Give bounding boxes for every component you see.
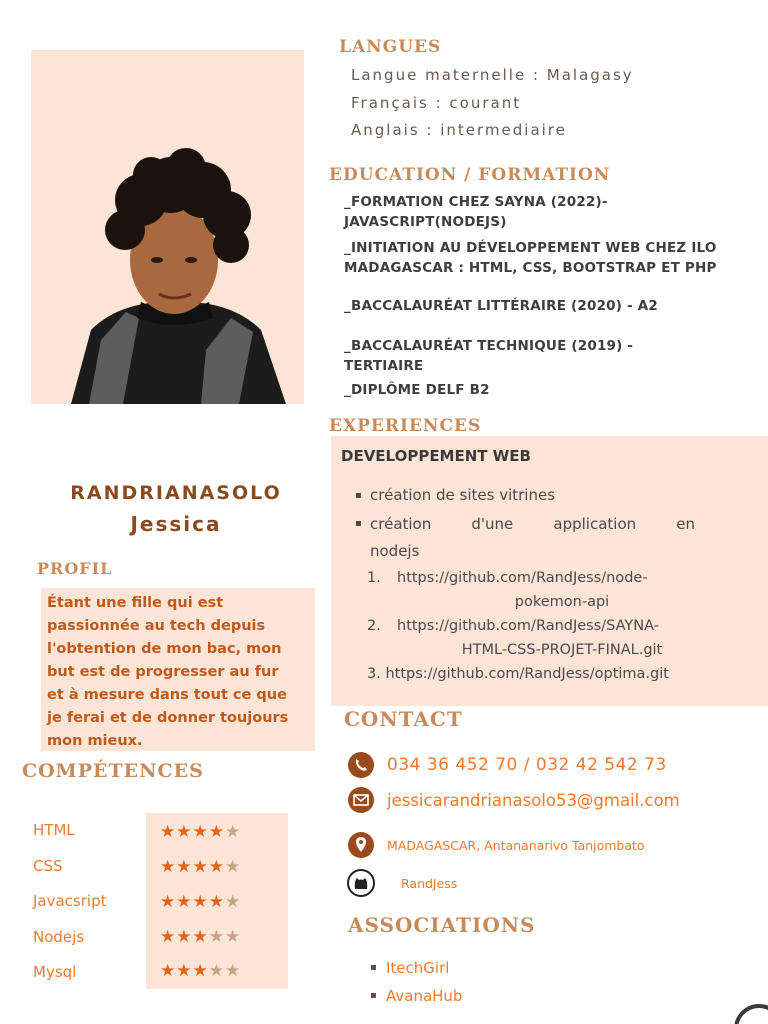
location-pin-icon [347,831,375,859]
star-rating [160,961,241,981]
mail-icon [347,786,375,814]
star-filled-icon: ★ [176,857,193,877]
experience-item-continued: nodejs [370,542,420,560]
education-item: _BACCALAURÉAT LITTÉRAIRE (2020) - A2 [344,298,658,314]
star-filled-icon: ★ [208,892,225,912]
education-item: JAVASCRIPT(NODEJS) [344,214,507,230]
profile-photo [31,50,304,404]
associations-heading: ASSOCIATIONS [348,913,536,937]
star-empty-icon: ★ [225,857,242,877]
star-filled-icon: ★ [160,927,177,947]
profil-text: Étant une fille qui est passionnée au tech depuis l'obtention de mon bac, mon but est de progresser au fur et à mesure dans tout ce que je ferai et de donner toujours mon mieux. [41,588,315,751]
project-link[interactable]: 2. https://github.com/RandJess/SAYNA- [367,618,659,634]
star-rating [160,892,241,912]
education-item: _BACCALAURÉAT TECHNIQUE (2019) - [344,338,634,354]
star-filled-icon: ★ [208,857,225,877]
star-filled-icon: ★ [192,857,209,877]
experience-item: ▪ création de sites vitrines [355,481,695,510]
star-filled-icon: ★ [160,961,177,981]
project-links [367,566,727,686]
phone-number[interactable]: 034 36 452 70 / 032 42 542 73 [387,755,667,775]
star-empty-icon: ★ [225,961,242,981]
skill-name: Mysql [33,963,77,981]
education-list [344,192,764,400]
association-item: ▪ AvanaHub [370,982,462,1010]
experience-list [355,481,695,564]
contact-phone [347,750,667,780]
education-heading: EDUCATION / FORMATION [329,165,611,185]
skills-list [33,818,106,996]
education-item: MADAGASCAR : HTML, CSS, BOOTSTRAP ET PHP [344,260,717,276]
github-icon [347,869,375,897]
education-item: _DIPLÔME DELF B2 [344,382,490,398]
star-filled-icon: ★ [176,822,193,842]
star-empty-icon: ★ [225,822,242,842]
contact-github [347,868,457,898]
langues-list [351,62,751,145]
star-filled-icon: ★ [192,927,209,947]
education-item: _INITIATION AU DÉVELOPPEMENT WEB CHEZ ILO [344,240,717,256]
experience-title: DEVELOPPEMENT WEB [341,447,531,465]
star-filled-icon: ★ [192,892,209,912]
star-filled-icon: ★ [176,961,193,981]
star-rating [160,857,241,877]
star-empty-icon: ★ [225,892,242,912]
star-filled-icon: ★ [208,822,225,842]
contact-email [347,785,680,815]
competences-heading: COMPÉTENCES [22,760,204,782]
langues-heading: LANGUES [339,37,442,57]
star-empty-icon: ★ [208,927,225,947]
project-link[interactable]: 1. https://github.com/RandJess/node- [367,570,648,586]
project-link[interactable]: 3. https://github.com/RandJess/optima.git [367,666,669,682]
email-address[interactable]: jessicarandrianasolo53@gmail.com [387,790,680,810]
star-filled-icon: ★ [192,822,209,842]
star-filled-icon: ★ [192,961,209,981]
star-filled-icon: ★ [176,892,193,912]
skill-ratings [146,813,288,989]
star-filled-icon: ★ [160,822,177,842]
last-name: RANDRIANASOLO [70,482,282,504]
star-rating [160,822,241,842]
education-item: TERTIAIRE [344,358,424,374]
langue-item: Langue maternelle : Malagasy [351,66,634,84]
experience-item: ▪ création d'une application en [355,510,695,538]
star-rating [160,927,241,947]
association-item: ▪ ItechGirl [370,954,462,982]
corner-badge [734,1004,768,1024]
first-name: Jessica [130,512,222,536]
profile-photo-panel [31,50,304,404]
address: MADAGASCAR, Antananarivo Tanjombato [387,837,645,853]
person-name [31,480,321,542]
project-link-continued[interactable]: pokemon-api [514,594,610,610]
profil-heading: PROFIL [37,559,113,578]
langue-item: Anglais : intermediaire [351,121,567,139]
langue-item: Français : courant [351,93,522,112]
star-empty-icon: ★ [208,961,225,981]
skill-name: Javacsript [33,892,107,910]
skill-name: HTML [33,821,75,839]
education-item: _FORMATION CHEZ SAYNA (2022)- [344,194,608,210]
phone-icon [347,751,375,779]
star-filled-icon: ★ [176,927,193,947]
contact-heading: CONTACT [344,707,463,731]
contact-address [347,830,645,860]
skill-name: Nodejs [33,927,85,946]
associations-list [370,954,462,1010]
skill-name: CSS [33,856,63,875]
star-empty-icon: ★ [225,927,242,947]
project-link-continued[interactable]: HTML-CSS-PROJET-FINAL.git [461,642,663,658]
github-username[interactable]: RandJess [401,875,458,891]
experiences-heading: EXPERIENCES [329,416,482,436]
star-filled-icon: ★ [160,857,177,877]
star-filled-icon: ★ [160,892,177,912]
